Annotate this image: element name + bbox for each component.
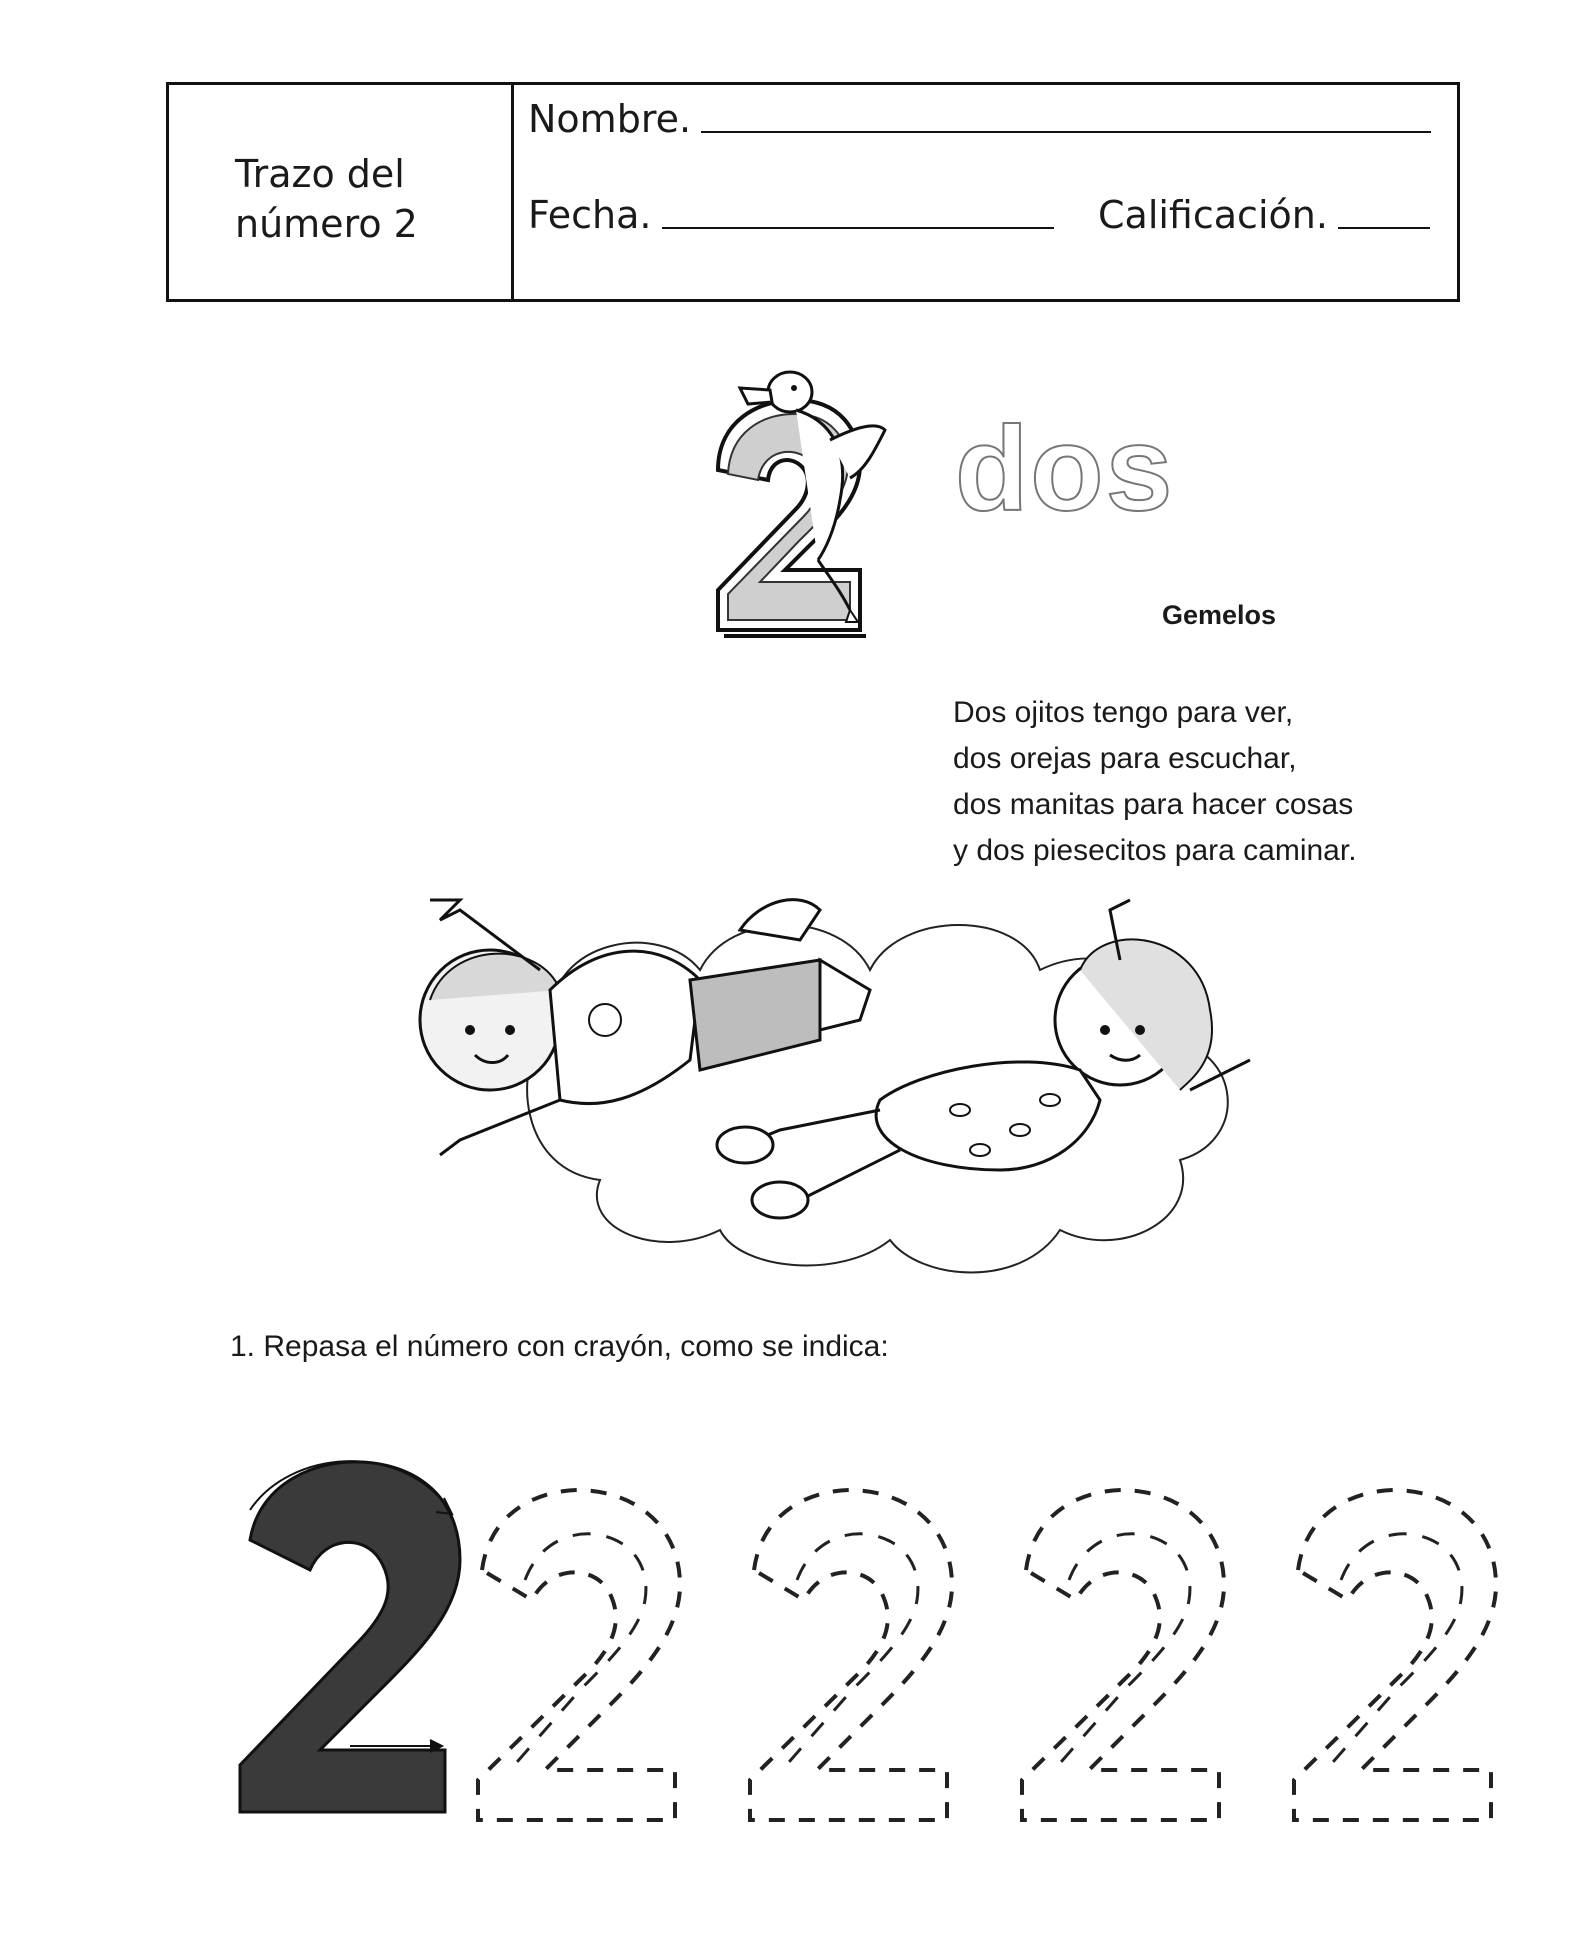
tracing-digit[interactable] — [1294, 1490, 1496, 1820]
student-fields — [514, 85, 1457, 299]
title-line-2: número 2 — [235, 202, 418, 246]
model-digit-two — [230, 1450, 480, 1830]
tracing-digit[interactable] — [750, 1490, 952, 1820]
poem-title: Gemelos — [1162, 600, 1277, 630]
tracing-digit[interactable] — [478, 1490, 680, 1820]
name-line[interactable] — [701, 131, 1431, 133]
name-field[interactable] — [528, 97, 1431, 141]
poem-line: dos manitas para hacer cosas — [953, 788, 1354, 821]
date-line[interactable] — [662, 227, 1054, 229]
poem-line: dos orejas para escuchar, — [953, 742, 1297, 775]
tracing-digit[interactable] — [1022, 1490, 1224, 1820]
worksheet-title — [169, 85, 514, 299]
poem-text — [953, 690, 1357, 874]
grade-label: Calificación. — [1098, 193, 1328, 237]
poem-line: y dos piesecitos para caminar. — [953, 834, 1357, 867]
name-label: Nombre. — [528, 97, 692, 141]
poem-line: Dos ojitos tengo para ver, — [953, 696, 1294, 729]
worksheet-header — [166, 82, 1460, 302]
title-line-1: Trazo del — [235, 152, 405, 196]
grade-field[interactable] — [1098, 193, 1430, 237]
word-dos: dos — [955, 402, 1175, 536]
date-field[interactable] — [528, 193, 1054, 237]
grade-line[interactable] — [1338, 227, 1430, 229]
twins-on-cloud-illustration — [400, 880, 1280, 1300]
tracing-digits-row[interactable] — [470, 1480, 1510, 1840]
exercise-instruction: 1. Repasa el número con crayón, como se indica: — [230, 1330, 889, 1363]
date-label: Fecha. — [528, 193, 652, 237]
numeral-two-with-bird-illustration — [700, 360, 920, 650]
